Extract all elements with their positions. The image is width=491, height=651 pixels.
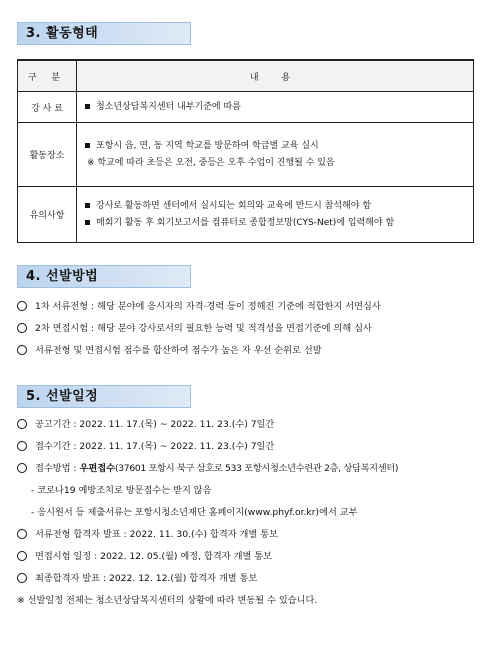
table-row	[18, 187, 474, 243]
row-note: ※ 학교에 따라 초등은 오전, 중등은 오후 수업이 진행될 수 있음	[87, 157, 335, 168]
circle-bullet-icon	[17, 529, 27, 539]
list-item: 최종합격자 발표 : 2022. 12. 12.(월) 합격자 개별 통보	[17, 568, 482, 590]
header-content: 내 용	[77, 60, 474, 92]
list-item: 접수방법 : 우편접수(37601 포항시 북구 삼호로 533 포항시청소년수련관 2층, 상담복지센터)	[17, 458, 482, 480]
list-item: 공고기간 : 2022. 11. 17.(목) ~ 2022. 11. 23.(수) 7일간	[17, 414, 482, 436]
circle-bullet-icon	[17, 463, 27, 473]
square-bullet-icon	[85, 104, 90, 109]
section3-heading: 3. 활동형태	[17, 22, 191, 45]
row-content	[77, 92, 474, 123]
section5-heading: 5. 선발일정	[17, 385, 191, 408]
section4-heading: 4. 선발방법	[17, 265, 191, 288]
list-item: 매회기 활동 후 회기보고서를 컴퓨터로 종합정보망(CYS-Net)에 입력해야 함	[85, 215, 467, 232]
square-bullet-icon	[85, 143, 90, 148]
table-header-row	[18, 60, 474, 92]
row-label: 강 사 료	[18, 92, 77, 123]
circle-bullet-icon	[17, 301, 27, 311]
circle-bullet-icon	[17, 573, 27, 583]
row-content	[77, 123, 474, 187]
circle-bullet-icon	[17, 345, 27, 355]
list-item: 청소년상담복지센터 내부기준에 따름	[85, 99, 467, 116]
row-label: 유의사항	[18, 187, 77, 243]
list-item: 서류전형 및 면접시험 점수를 합산하여 점수가 높은 자 우선 순위로 선발	[17, 340, 482, 362]
list-item: - 코로나19 예방조치로 방문접수는 받지 않음	[31, 485, 212, 496]
table-row	[18, 92, 474, 123]
circle-bullet-icon	[17, 323, 27, 333]
schedule-list	[17, 414, 482, 612]
selection-method-list	[17, 296, 482, 362]
row-label: 활동장소	[18, 123, 77, 187]
list-item: 포항시 읍, 면, 동 지역 학교를 방문하여 학급별 교육 실시	[85, 138, 467, 155]
list-item: 서류전형 합격자 발표 : 2022. 11. 30.(수) 합격자 개별 통보	[17, 524, 482, 546]
schedule-note: ※ 선발일정 전체는 청소년상담복지센터의 상황에 따라 변동될 수 있습니다.	[17, 595, 318, 606]
list-item: - 응시원서 등 제출서류는 포항시청소년재단 홈페이지(www.phyf.or.kr)에서 교부	[31, 507, 358, 518]
list-item: 1차 서류전형 : 해당 분야에 응시자의 자격·경력 등이 정해진 기준에 적합한지 서면심사	[17, 296, 482, 318]
square-bullet-icon	[85, 203, 90, 208]
circle-bullet-icon	[17, 441, 27, 451]
list-item: 면접시험 일정 : 2022. 12. 05.(월) 예정, 합격자 개별 통보	[17, 546, 482, 568]
square-bullet-icon	[85, 220, 90, 225]
table-row	[18, 123, 474, 187]
circle-bullet-icon	[17, 419, 27, 429]
row-content	[77, 187, 474, 243]
list-item: 접수기간 : 2022. 11. 17.(목) ~ 2022. 11. 23.(수) 7일간	[17, 436, 482, 458]
list-item: 강사로 활동하면 센터에서 실시되는 회의와 교육에 반드시 참석해야 함	[85, 198, 467, 215]
circle-bullet-icon	[17, 551, 27, 561]
activity-table	[17, 59, 474, 243]
list-item: 2차 면접시험 : 해당 분야 강사로서의 필요한 능력 및 적격성을 면접기준에 의해 심사	[17, 318, 482, 340]
header-category: 구 분	[18, 60, 77, 92]
